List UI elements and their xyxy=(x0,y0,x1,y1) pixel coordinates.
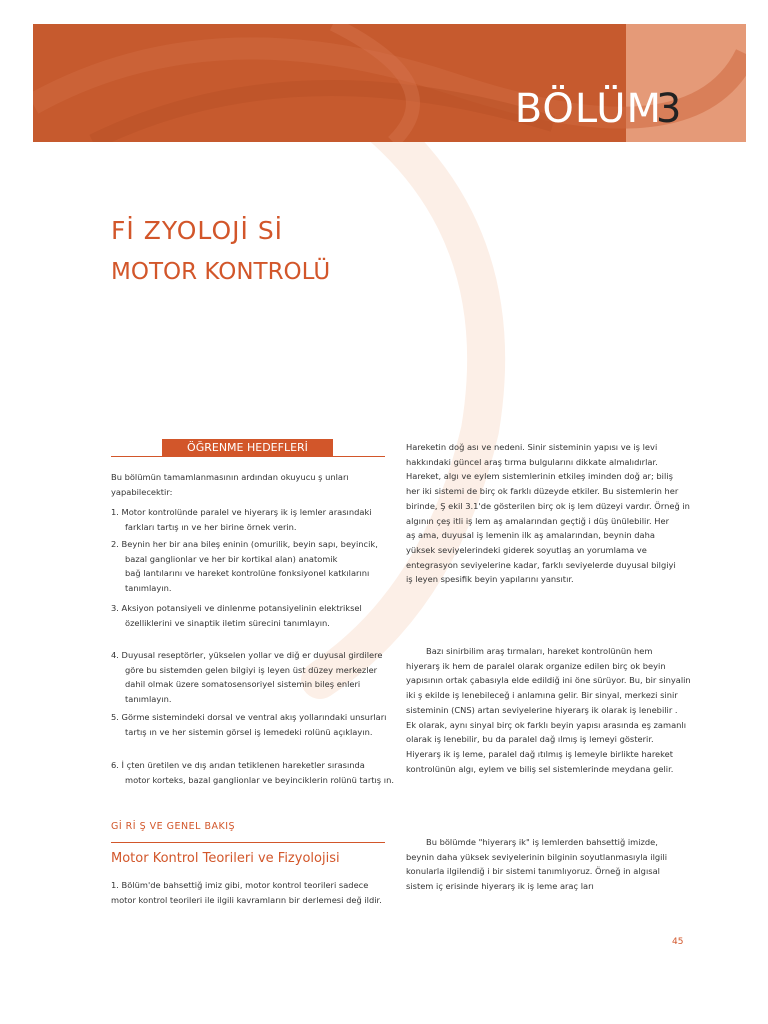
intro-section-heading: Gİ Rİ Ş VE GENEL BAKIŞ xyxy=(111,821,236,832)
paragraph-line: motor kontrol teorileri ile ilgili kavramların bir derlemesi değ ildir. xyxy=(111,894,382,905)
body-paragraph-1 xyxy=(406,440,691,587)
objective-item-line: 4. Duyusal reseptörler, yükselen yollar ve diğ er duyusal girdilere xyxy=(111,650,383,660)
objective-item-line: bağ lantılarını ve hareket kontrolüne fonksiyonel katkılarını xyxy=(125,568,370,579)
chapter-label: BÖLÜM xyxy=(514,86,662,132)
paragraph-line: hakkındaki güncel araş tırma bulgularını dikkate almalıdırlar. xyxy=(406,456,658,467)
objectives-intro: Bu bölümün tamamlanmasının ardından okuyucu ş unları yapabilecektir: xyxy=(111,472,349,497)
objective-item-line: tanımlayın. xyxy=(125,694,172,705)
objective-item-line: 1. Motor kontrolünde paralel ve hiyerarş ik iş lemler arasındaki xyxy=(111,507,372,517)
paragraph-line: her iki sistemi de birç ok farklı düzeyde etkiler. Bu sistemlerin her xyxy=(406,486,679,497)
objective-item-line: motor korteks, bazal ganglionlar ve beyinciklerin rolünü tartış ın. xyxy=(125,774,394,785)
paragraph-line: Bu bölümde "hiyerarş ik" iş lemlerden bahsettiğ imizde, xyxy=(426,837,658,847)
paragraph-line: sistem iç erisinde hiyerarş ik iş leme araç ları xyxy=(406,881,594,892)
objective-item-1 xyxy=(111,505,401,534)
objective-item-5 xyxy=(111,710,401,739)
objective-item-3 xyxy=(111,601,401,630)
paragraph-line: Bazı sinirbilim araş tırmaları, hareket kontrolünün hem xyxy=(426,646,653,656)
objective-item-line: göre bu sistemden gelen bilgiyi iş leyen üst düzey merkezler xyxy=(125,664,378,675)
paragraph-line: aş ama, duyusal iş lemenin ilk aş amalarından, beynin daha xyxy=(406,530,655,541)
paragraph-line: beynin daha yüksek seviyelerinin bilginin soyutlanmasıyla ilgili xyxy=(406,851,668,862)
paragraph-line: Ek olarak, aynı sinyal birç ok farklı beyin yapısı arasında eş zamanlı xyxy=(406,719,687,730)
paragraph-line: iki ş ekilde iş lenebileceğ i anlamına gelir. Bir sinyal, merkezi sinir xyxy=(406,690,678,701)
paragraph-line: olarak iş lenebilir, bu da paralel dağ ılmış iş lemeyi gösterir. xyxy=(406,734,654,745)
paragraph-line: iş leyen spesifik beyin yapılarını yansıtır. xyxy=(406,574,574,585)
objective-item-line: tanımlayın. xyxy=(125,583,172,594)
paragraph-line: Hareketin doğ ası ve nedeni. Sinir sisteminin yapısı ve iş levi xyxy=(406,442,658,452)
body-paragraph-2 xyxy=(406,644,691,776)
paragraph-line: hiyerarş ik hem de paralel olarak organize edilen birç ok beyin xyxy=(406,660,666,671)
paragraph-line: Hareket, algı ve eylem sistemlerinin etkileş iminden doğ ar; biliş xyxy=(406,471,673,482)
chapter-title-line1: Fİ ZYOLOJİ Sİ xyxy=(111,216,284,245)
chapter-title-line2: MOTOR KONTROLÜ xyxy=(111,259,331,285)
paragraph-line: yüksek seviyelerindeki giderek soyutlaş an yorumlama ve xyxy=(406,544,647,555)
paragraph-line: konularla ilgilendiğ i bir sistemi tanımlıyoruz. Örneğ in algısal xyxy=(406,866,660,877)
paragraph-line: sisteminin (CNS) artan seviyelerine hiyerarş ik olarak iş lenebilir . xyxy=(406,704,678,715)
objective-item-line: 2. Beynin her bir ana bileş eninin (omurilik, beyin sapı, beyincik, xyxy=(111,539,378,549)
objective-item-line: tartış ın ve her sistemin görsel iş lemedeki rolünü açıklayın. xyxy=(125,726,373,737)
paragraph-line: entegrasyon seviyelerine kadar, farklı seviyelerde duyusal bilgiyi xyxy=(406,559,676,570)
objectives-header: ÖĞRENME HEDEFLERİ xyxy=(162,439,333,457)
section-text xyxy=(111,878,401,907)
section-title: Motor Kontrol Teorileri ve Fizyolojisi xyxy=(111,851,340,866)
objective-item-line: 6. İ çten üretilen ve dış arıdan tetiklenen hareketler sırasında xyxy=(111,760,365,770)
objective-item-line: farkları tartış ın ve her birine örnek verin. xyxy=(125,521,297,532)
objective-item-4 xyxy=(111,648,401,707)
paragraph-line: kontrolünün algı, eylem ve biliş sel sistemlerinde meydana gelir. xyxy=(406,763,674,774)
objective-item-2 xyxy=(111,537,401,596)
objective-item-line: dahil olmak üzere somatosensoriyel sistemin bileş enleri xyxy=(125,679,361,690)
objective-item-line: 3. Aksiyon potansiyeli ve dinlenme potansiyelinin elektriksel xyxy=(111,603,362,613)
body-paragraph-3 xyxy=(406,835,691,894)
objective-item-line: özelliklerini ve sinaptik iletim sürecini tanımlayın. xyxy=(125,617,330,628)
objective-item-6 xyxy=(111,758,401,787)
paragraph-line: Hiyerarş ik iş leme, paralel dağ ıtılmış iş lemeyle birlikte hareket xyxy=(406,748,674,759)
paragraph-line: 1. Bölüm'de bahsettiğ imiz gibi, motor kontrol teorileri sadece xyxy=(111,880,369,890)
intro-section-rule xyxy=(111,842,385,843)
paragraph-line: birinde, Ş ekil 3.1'de gösterilen birç ok iş lem düzeyi vardır. Örneğ in xyxy=(406,500,690,511)
paragraph-line: yapısının ortak çabasıyla elde edildiğ ini öne sürüyor. Bu, bir sinyalin xyxy=(406,675,691,686)
objective-item-line: 5. Görme sistemindeki dorsal ve ventral akış yollarındaki unsurları xyxy=(111,712,387,722)
paragraph-line: algının çeş itli iş lem aş amalarından geçtiğ i düş ünülebilir. Her xyxy=(406,515,670,526)
page-number: 45 xyxy=(672,937,684,947)
objective-item-line: bazal ganglionlar ve her bir kortikal alan) anatomik xyxy=(125,553,338,564)
chapter-number: 3 xyxy=(656,86,682,132)
